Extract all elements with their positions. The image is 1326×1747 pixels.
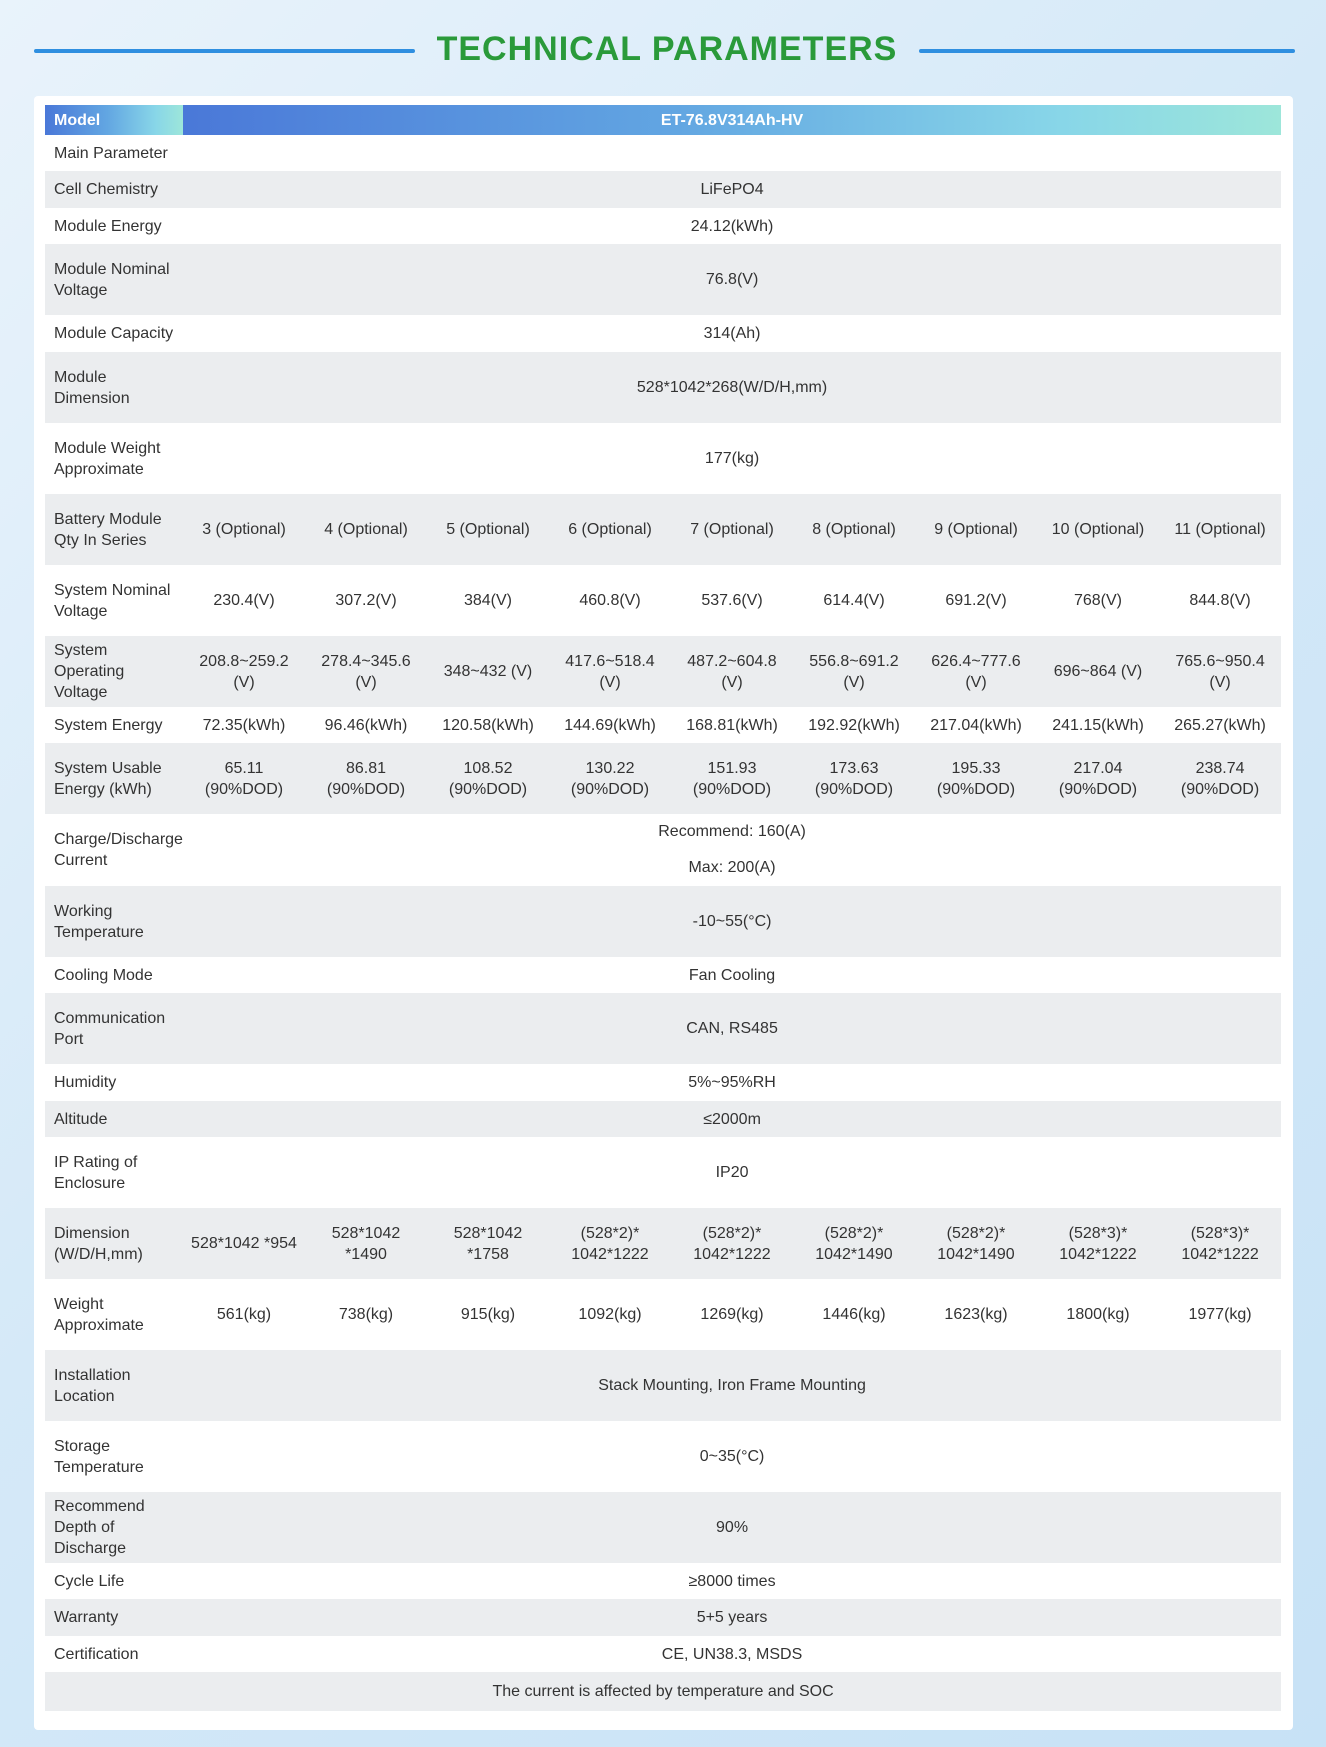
row-value-cell: 696~864 (V) (1037, 636, 1159, 707)
row-value-cell: 8 (Optional) (793, 494, 915, 565)
spec-row-sys-usable (45, 743, 1281, 814)
row-value-cell: 556.8~691.2 (V) (793, 636, 915, 707)
row-value-cell: (528*2)* 1042*1490 (793, 1208, 915, 1279)
row-value-cell: 278.4~345.6 (V) (305, 636, 427, 707)
spec-row-main (45, 135, 1281, 171)
row-value-cell: (528*2)* 1042*1490 (915, 1208, 1037, 1279)
row-value-cell: 4 (Optional) (305, 494, 427, 565)
row-label: Module Dimension (45, 352, 183, 423)
row-value-cell: 528*1042 *954 (183, 1208, 305, 1279)
row-value-cell: 86.81 (90%DOD) (305, 743, 427, 814)
row-value-cell: 10 (Optional) (1037, 494, 1159, 565)
spec-row-storage-temp (45, 1421, 1281, 1492)
row-label: Communication Port (45, 993, 183, 1064)
spec-row-cycle-life (45, 1563, 1281, 1599)
row-value-cell: 738(kg) (338, 1306, 394, 1323)
row-label: Recommend Depth of Discharge (45, 1492, 183, 1563)
row-value-cell: 915(kg) (460, 1306, 516, 1323)
spec-row-module-dimension (45, 352, 1281, 423)
spec-row-sys-op-voltage (45, 636, 1281, 707)
row-value-cell: 238.74 (90%DOD) (1159, 743, 1281, 814)
row-value-cell: 5 (Optional) (427, 494, 549, 565)
spec-row-dod (45, 1492, 1281, 1563)
row-value: 177(kg) (704, 450, 760, 467)
row-value-cell: (528*2)* 1042*1222 (671, 1208, 793, 1279)
row-value-cell: 1623(kg) (944, 1306, 1008, 1323)
row-value-cell: 1977(kg) (1188, 1306, 1252, 1323)
row-value-cell: 348~432 (V) (427, 636, 549, 707)
row-value (183, 814, 1281, 886)
row-label: Module Capacity (54, 325, 174, 342)
row-value-cell: 168.81(kWh) (686, 716, 778, 734)
spec-row-dimension (45, 1208, 1281, 1279)
row-label: Installation Location (45, 1350, 183, 1421)
row-value-cell: 65.11 (90%DOD) (183, 743, 305, 814)
row-label: Module Weight Approximate (54, 439, 161, 478)
row-label: Module Energy (54, 217, 162, 235)
row-label: IP Rating of Enclosure (54, 1153, 138, 1192)
row-value-cell: 626.4~777.6 (V) (915, 636, 1037, 707)
spec-row-qty (45, 494, 1281, 565)
row-value-cell: 265.27(kWh) (1174, 716, 1266, 734)
row-value-cell: 217.04(kWh) (930, 716, 1022, 734)
section-header (0, 0, 1326, 96)
row-value-cell: 120.58(kWh) (442, 716, 534, 734)
row-label: Dimension (W/D/H,mm) (45, 1208, 183, 1279)
row-value-cell: 528*1042 *1490 (305, 1208, 427, 1279)
spec-row-certification (45, 1636, 1281, 1672)
row-value-cell: 144.69(kWh) (564, 716, 656, 734)
row-value-cell: 487.2~604.8 (V) (671, 636, 793, 707)
row-value-cell: 768(V) (1073, 592, 1123, 609)
row-value: 5%~95%RH (688, 1074, 776, 1091)
row-value: 314(Ah) (703, 325, 761, 342)
row-value: 0~35(°C) (699, 1448, 765, 1465)
footnote: The current is affected by temperature and SOC (45, 1672, 1281, 1711)
row-value-cell: 11 (Optional) (1159, 494, 1281, 565)
row-value-cell: 241.15(kWh) (1052, 716, 1144, 734)
row-value-cell: 1800(kg) (1066, 1306, 1130, 1323)
row-value: ≥8000 times (688, 1572, 776, 1590)
row-label: System Nominal Voltage (54, 581, 171, 620)
row-value-cell: (528*3)* 1042*1222 (1159, 1208, 1281, 1279)
row-label: Charge/Discharge Current (54, 831, 183, 869)
row-value-cell: 173.63 (90%DOD) (793, 743, 915, 814)
row-value-cell: 417.6~518.4 (V) (549, 636, 671, 707)
charge-max: Max: 200(A) (688, 859, 776, 876)
row-value-cell: 460.8(V) (579, 592, 641, 609)
spec-row-warranty (45, 1599, 1281, 1636)
row-label: Cooling Mode (54, 966, 153, 984)
spec-row-comm-port (45, 993, 1281, 1064)
spec-row-sys-energy (45, 707, 1281, 743)
spec-row-module-energy (45, 208, 1281, 244)
spec-row-cooling (45, 957, 1281, 993)
row-value-cell: 72.35(kWh) (202, 716, 286, 734)
spec-row-charge-discharge (45, 814, 1281, 886)
row-value: 90% (183, 1492, 1281, 1563)
row-label: Battery Module Qty In Series (45, 494, 183, 565)
row-value-cell: 1092(kg) (578, 1306, 642, 1323)
row-value-cell: 217.04 (90%DOD) (1037, 743, 1159, 814)
spec-row-footnote (45, 1672, 1281, 1711)
row-value-cell: 844.8(V) (1189, 592, 1251, 609)
row-value-cell: 130.22 (90%DOD) (549, 743, 671, 814)
spec-row-cell-chemistry (45, 171, 1281, 208)
row-value-cell: 230.4(V) (213, 592, 275, 609)
row-value-cell: 1269(kg) (700, 1306, 764, 1323)
spec-row-install (45, 1350, 1281, 1421)
row-value: ≤2000m (183, 1101, 1281, 1137)
row-value-cell: 384(V) (463, 592, 513, 609)
row-value-cell: 1446(kg) (822, 1306, 886, 1323)
row-value-cell: 307.2(V) (335, 592, 397, 609)
row-value-cell: 765.6~950.4 (V) (1159, 636, 1281, 707)
row-value-cell: 691.2(V) (945, 592, 1007, 609)
row-label: Storage Temperature (54, 1437, 144, 1476)
spec-row-module-capacity (45, 315, 1281, 352)
spec-row-working-temp (45, 886, 1281, 957)
row-value: CE, UN38.3, MSDS (661, 1645, 803, 1663)
row-value (183, 135, 1281, 171)
header-divider-right (919, 49, 1295, 53)
row-value-cell: 108.52 (90%DOD) (427, 743, 549, 814)
row-label: Warranty (45, 1599, 183, 1636)
spec-table (45, 105, 1281, 1711)
page-title: TECHNICAL PARAMETERS (436, 30, 898, 68)
spec-row-weight (45, 1279, 1281, 1350)
row-value-cell: 151.93 (90%DOD) (671, 743, 793, 814)
spec-row-module-nominal-voltage (45, 244, 1281, 315)
row-value: IP20 (715, 1164, 749, 1181)
row-value-cell: 195.33 (90%DOD) (915, 743, 1037, 814)
row-value: CAN, RS485 (183, 993, 1281, 1064)
spec-row-ip-rating (45, 1137, 1281, 1208)
row-value-cell: 537.6(V) (701, 592, 763, 609)
row-value: LiFePO4 (183, 171, 1281, 208)
row-value: Fan Cooling (688, 966, 776, 984)
spec-row-altitude (45, 1101, 1281, 1137)
model-row (45, 105, 1281, 135)
header-divider-left (34, 49, 415, 53)
row-label: Module Nominal Voltage (45, 244, 183, 315)
row-label: Working Temperature (45, 886, 183, 957)
row-label: Altitude (45, 1101, 183, 1137)
row-value-cell: 528*1042 *1758 (427, 1208, 549, 1279)
row-value: -10~55(°C) (183, 886, 1281, 957)
row-label: System Usable Energy (kWh) (45, 743, 183, 814)
row-label: Cycle Life (54, 1572, 125, 1590)
row-value-cell: 3 (Optional) (183, 494, 305, 565)
row-label: Main Parameter (54, 144, 168, 162)
row-value: 528*1042*268(W/D/H,mm) (183, 352, 1281, 423)
row-value-cell: 7 (Optional) (671, 494, 793, 565)
row-value-cell: 208.8~259.2 (V) (183, 636, 305, 707)
row-value-cell: 561(kg) (216, 1306, 272, 1323)
row-value: 24.12(kWh) (690, 217, 774, 235)
spec-row-sys-voltage (45, 565, 1281, 636)
row-value-cell: 6 (Optional) (549, 494, 671, 565)
row-value: 76.8(V) (183, 244, 1281, 315)
row-label: Cell Chemistry (45, 171, 183, 208)
spec-row-humidity (45, 1064, 1281, 1101)
row-value: 5+5 years (183, 1599, 1281, 1636)
row-value: Stack Mounting, Iron Frame Mounting (183, 1350, 1281, 1421)
row-value-cell: 96.46(kWh) (324, 716, 408, 734)
row-label: Weight Approximate (54, 1295, 144, 1334)
row-value-cell: (528*3)* 1042*1222 (1037, 1208, 1159, 1279)
row-label: System Operating Voltage (45, 636, 183, 707)
model-value: ET-76.8V314Ah-HV (183, 105, 1281, 135)
row-label: Certification (54, 1645, 139, 1663)
row-label: System Energy (54, 716, 163, 734)
row-label: Humidity (54, 1074, 117, 1091)
spec-row-module-weight (45, 423, 1281, 494)
row-value-cell: 614.4(V) (823, 592, 885, 609)
charge-recommend: Recommend: 160(A) (658, 823, 806, 840)
row-value-cell: 192.92(kWh) (808, 716, 900, 734)
row-value-cell: (528*2)* 1042*1222 (549, 1208, 671, 1279)
model-label: Model (45, 105, 183, 135)
row-value-cell: 9 (Optional) (915, 494, 1037, 565)
